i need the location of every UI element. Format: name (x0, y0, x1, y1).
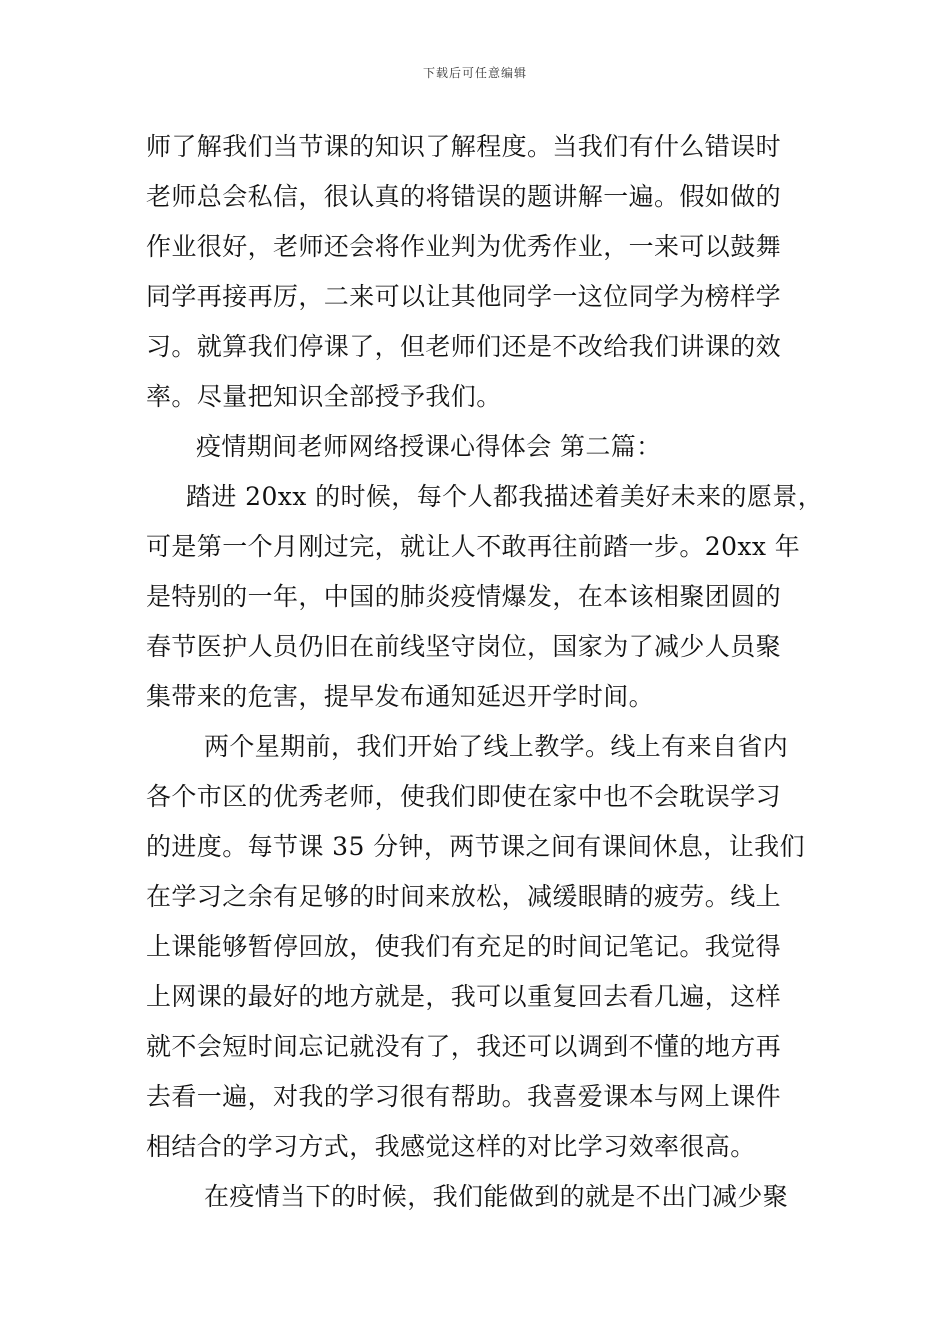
text-line: 可是第一个月刚过完，就让人不敢再往前踏一步。20xx 年 (146, 532, 801, 561)
text-line: 各个市区的优秀老师，使我们即使在家中也不会耽误学习 (146, 782, 782, 811)
text-line: 集带来的危害，提早发布通知延迟开学时间。 (146, 682, 655, 711)
text-line: 的进度。每节课 35 分钟，两节课之间有课间休息，让我们 (146, 832, 805, 861)
text-line: 就不会短时间忘记就没有了，我还可以调到不懂的地方再 (146, 1032, 782, 1061)
text-line: 在学习之余有足够的时间来放松，减缓眼睛的疲劳。线上 (146, 882, 782, 911)
text-line: 作业很好，老师还会将作业判为优秀作业，一来可以鼓舞 (146, 232, 782, 261)
paragraph (146, 472, 836, 722)
paragraph (146, 722, 836, 1172)
text-line: 春节医护人员仍旧在前线坚守岗位，国家为了减少人员聚 (146, 632, 782, 661)
text-line: 是特别的一年，中国的肺炎疫情爆发，在本该相聚团圆的 (146, 582, 782, 611)
text-line: 上课能够暂停回放，使我们有充足的时间记笔记。我觉得 (146, 932, 782, 961)
text-line: 同学再接再厉，二来可以让其他同学一这位同学为榜样学 (146, 282, 782, 311)
paragraph (146, 122, 836, 422)
text-line: 在疫情当下的时候，我们能做到的就是不出门减少聚 (204, 1182, 789, 1211)
paragraph (146, 1172, 836, 1222)
paragraph (146, 422, 836, 472)
text-line: 疫情期间老师网络授课心得体会 第二篇： (196, 432, 662, 461)
text-line: 两个星期前，我们开始了线上教学。线上有来自省内 (204, 732, 789, 761)
text-line: 去看一遍，对我的学习很有帮助。我喜爱课本与网上课件 (146, 1082, 782, 1111)
text-line: 老师总会私信，很认真的将错误的题讲解一遍。假如做的 (146, 182, 782, 211)
text-line: 习。就算我们停课了，但老师们还是不改给我们讲课的效 (146, 332, 782, 361)
text-line: 相结合的学习方式，我感觉这样的对比学习效率很高。 (146, 1132, 756, 1161)
document-body (146, 122, 836, 1222)
text-line: 师了解我们当节课的知识了解程度。当我们有什么错误时 (146, 132, 782, 161)
text-line: 踏进 20xx 的时候，每个人都我描述着美好未来的愿景， (186, 482, 824, 511)
text-line: 上网课的最好的地方就是，我可以重复回去看几遍，这样 (146, 982, 782, 1011)
text-line: 率。尽量把知识全部授予我们。 (146, 382, 502, 411)
page-header: 下载后可任意编辑 (422, 66, 527, 80)
